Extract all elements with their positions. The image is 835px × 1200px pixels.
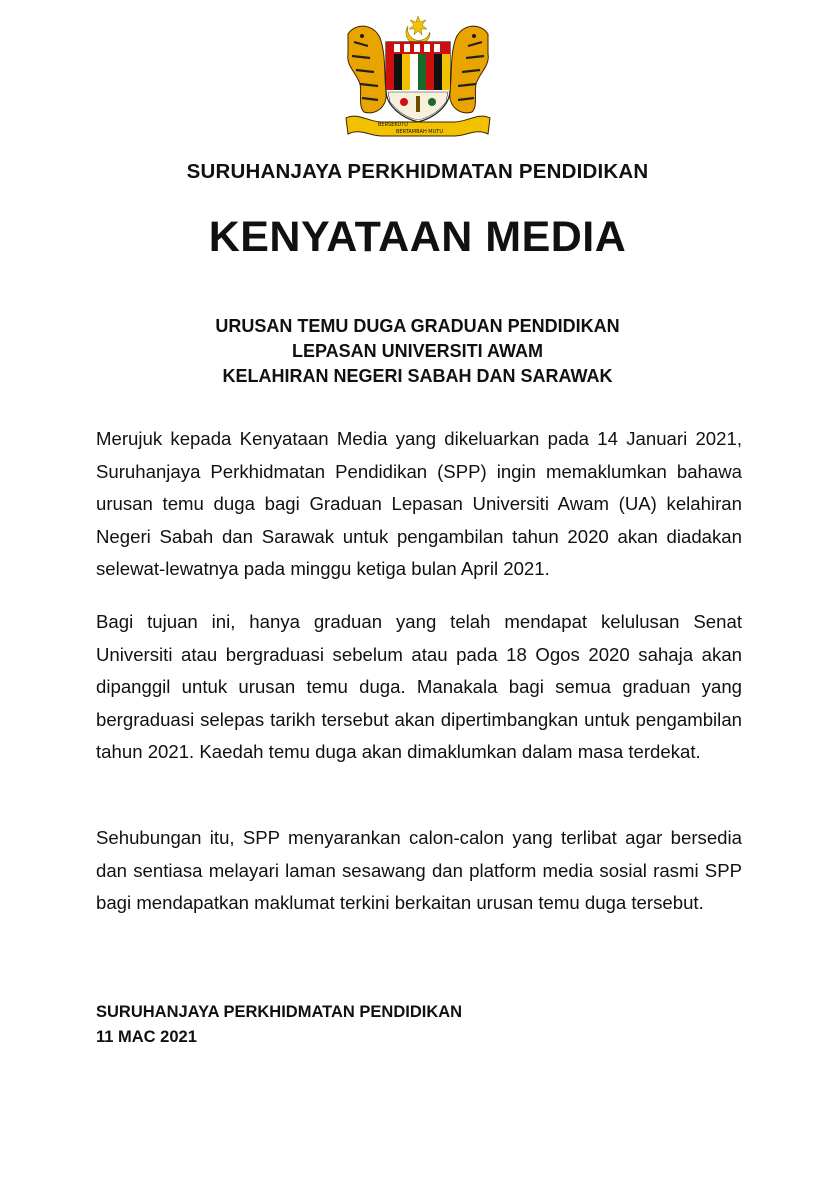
subject-line-1: URUSAN TEMU DUGA GRADUAN PENDIDIKAN bbox=[215, 316, 620, 336]
crescent-star-icon bbox=[406, 16, 430, 45]
right-tiger-icon bbox=[450, 26, 488, 113]
subject-line-2: LEPASAN UNIVERSITI AWAM bbox=[291, 341, 543, 361]
page-title: KENYATAAN MEDIA bbox=[208, 213, 627, 261]
malaysia-coat-of-arms bbox=[338, 14, 498, 144]
subject-line-3: KELAHIRAN NEGERI SABAH DAN SARAWAK bbox=[222, 366, 613, 386]
signature-block bbox=[96, 1000, 462, 1050]
organization-title: SURUHANJAYA PERKHIDMATAN PENDIDIKAN bbox=[186, 160, 649, 183]
signature-date: 11 MAC 2021 bbox=[96, 1028, 197, 1046]
motto-right-text: BERTAMBAH MUTU bbox=[396, 129, 443, 135]
body-paragraph-3: Sehubungan itu, SPP menyarankan calon-calon yang terlibat agar bersedia dan sentiasa melayari laman sesawang dan platform media sosial rasmi SPP bagi mendapatkan maklumat terkini berkaitan urusan temu duga tersebut. bbox=[96, 827, 742, 914]
motto-left-text: BERSEKUTU bbox=[378, 122, 408, 128]
shield-icon bbox=[386, 42, 450, 122]
signature-organization: SURUHANJAYA PERKHIDMATAN PENDIDIKAN bbox=[96, 1003, 463, 1021]
body-paragraph-1: Merujuk kepada Kenyataan Media yang dikeluarkan pada 14 Januari 2021, Suruhanjaya Perkhidmatan Pendidikan (SPP) ingin memaklumkan bahawa urusan temu duga bagi Graduan Lepasan Universiti Awam (UA) kelahiran Negeri Sabah dan Sarawak untuk pengambilan tahun 2020 akan diadakan selewat-lewatnya pada minggu ketiga bulan April 2021. bbox=[96, 428, 742, 580]
statement-subject bbox=[0, 314, 835, 389]
left-tiger-icon bbox=[348, 26, 386, 113]
body-paragraph-2: Bagi tujuan ini, hanya graduan yang telah mendapat kelulusan Senat Universiti atau bergraduasi sebelum atau pada 18 Ogos 2020 sahaja akan dipanggil untuk urusan temu duga. Manakala bagi semua graduan yang bergraduasi selepas tarikh tersebut akan dipertimbangkan untuk pengambilan tahun 2021. Kaedah temu duga akan dimaklumkan dalam masa terdekat. bbox=[96, 611, 742, 763]
